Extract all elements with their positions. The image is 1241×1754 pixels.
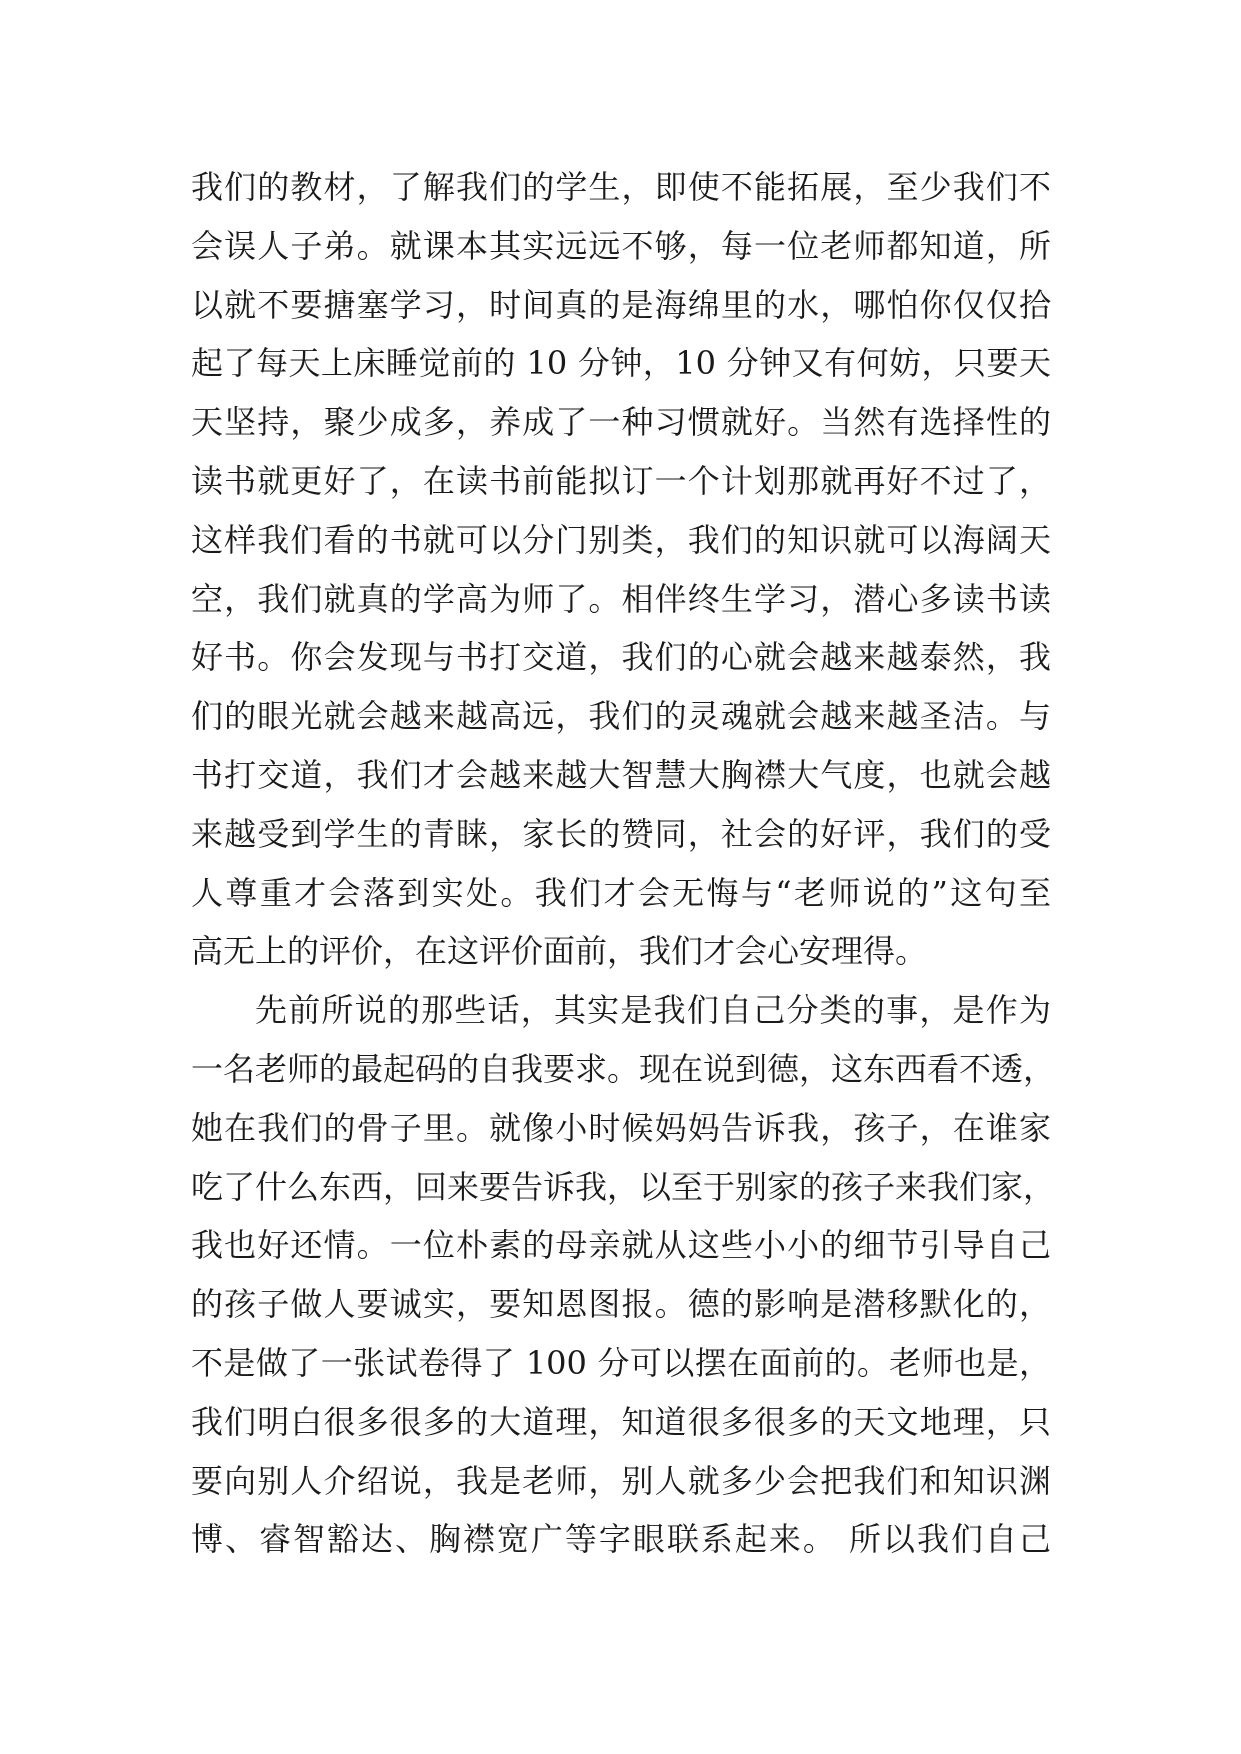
text-line: 起了每天上床睡觉前的 10 分钟，10 分钟又有何妨，只要天 <box>191 344 1051 383</box>
text-line: 我们明白很多很多的大道理，知道很多很多的天文地理，只 <box>191 1402 1051 1441</box>
text-line: 空，我们就真的学高为师了。相伴终生学习，潜心多读书读 <box>191 579 1051 618</box>
text-line: 来越受到学生的青睐，家长的赞同，社会的好评，我们的受 <box>191 814 1051 853</box>
text-line: 不是做了一张试卷得了 100 分可以摆在面前的。老师也是， <box>191 1343 1051 1382</box>
text-line: 读书就更好了，在读书前能拟订一个计划那就再好不过了， <box>191 461 1051 500</box>
text-line: 人尊重才会落到实处。我们才会无悔与“老师说的”这句至 <box>191 873 1051 912</box>
text-line: 会误人子弟。就课本其实远远不够，每一位老师都知道，所 <box>191 226 1051 265</box>
text-line: 我们的教材，了解我们的学生，即使不能拓展，至少我们不 <box>191 168 1051 206</box>
text-line: 博、睿智豁达、胸襟宽广等字眼联系起来。 所以我们自己 <box>191 1520 1051 1559</box>
text-line: 先前所说的那些话，其实是我们自己分类的事，是作为 <box>255 991 1051 1030</box>
text-line: 天坚持，聚少成多，养成了一种习惯就好。当然有选择性的 <box>191 403 1051 442</box>
paragraph-2 <box>191 981 1056 1569</box>
text-line: 书打交道，我们才会越来越大智慧大胸襟大气度，也就会越 <box>191 755 1051 794</box>
text-line: 要向别人介绍说，我是老师，别人就多少会把我们和知识渊 <box>191 1461 1051 1500</box>
text-line: 我也好还情。一位朴素的母亲就从这些小小的细节引导自己 <box>191 1226 1051 1265</box>
paragraph-1 <box>191 158 1051 981</box>
text-line: 这样我们看的书就可以分门别类，我们的知识就可以海阔天 <box>191 520 1051 559</box>
text-line: 的孩子做人要诚实，要知恩图报。德的影响是潜移默化的， <box>191 1285 1051 1324</box>
text-line: 她在我们的骨子里。就像小时候妈妈告诉我，孩子，在谁家 <box>191 1108 1051 1147</box>
text-line: 们的眼光就会越来越高远，我们的灵魂就会越来越圣洁。与 <box>191 697 1051 736</box>
text-line: 好书。你会发现与书打交道，我们的心就会越来越泰然，我 <box>191 638 1051 677</box>
text-line: 以就不要搪塞学习，时间真的是海绵里的水，哪怕你仅仅拾 <box>191 285 1051 324</box>
text-line: 一名老师的最起码的自我要求。现在说到德，这东西看不透， <box>191 1049 1056 1088</box>
text-line: 吃了什么东西，回来要告诉我，以至于别家的孩子来我们家， <box>191 1167 1056 1206</box>
text-line: 高无上的评价，在这评价面前，我们才会心安理得。 <box>191 932 928 971</box>
body-text <box>191 158 1056 1569</box>
